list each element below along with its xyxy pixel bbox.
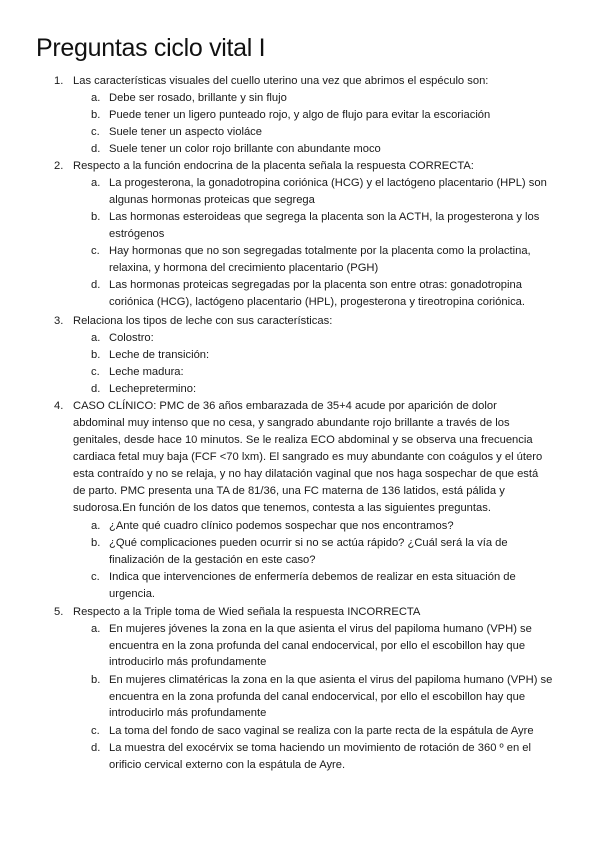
question-number: 5. <box>54 606 64 618</box>
option-text: La progesterona, la gonadotropina coriónica (HCG) y el lactógeno placentario (HPL) son algunas hormonas proteicas que segrega <box>109 177 547 206</box>
option-letter: c. <box>91 366 100 378</box>
option-letter: c. <box>91 725 100 737</box>
option-text: Hay hormonas que no son segregadas totalmente por la placenta como la prolactina, relaxina, y hormona del crecimiento placentario (PGH) <box>109 245 531 274</box>
option-letter: d. <box>91 742 101 754</box>
option-text: La toma del fondo de saco vaginal se realiza con la parte recta de la espátula de Ayre <box>109 725 534 737</box>
question-number: 2. <box>54 160 64 172</box>
option-letter: b. <box>91 537 101 549</box>
option-text: Lechepretermino: <box>109 383 197 395</box>
option-text: La muestra del exocérvix se toma haciendo un movimiento de rotación de 360 º en el orificio cervical externo con la espátula de Ayre. <box>109 742 531 771</box>
option-text: Las hormonas proteicas segregadas por la placenta son entre otras: gonadotropina coriónica (HCG), lactógeno placentario (HPL), progesterona y tireotropina coriónica. <box>109 279 526 308</box>
option-letter: d. <box>91 383 101 395</box>
question-text-line: de parto. PMC presenta una TA de 81/36, una FC materna de 136 latidos, está pálida y <box>73 485 505 497</box>
option-letter: b. <box>91 674 101 686</box>
option-text: ¿Ante qué cuadro clínico podemos sospechar que nos encontramos? <box>109 520 454 532</box>
option-letter: a. <box>91 520 101 532</box>
option-text: En mujeres jóvenes la zona en la que asienta el virus del papiloma humano (VPH) se encuentra en la zona profunda del canal endocervical, por ello el escobillon hay que introducirlo más profundamente <box>109 623 532 669</box>
question-number: 4. <box>54 400 64 412</box>
question-text: Las características visuales del cuello uterino una vez que abrimos el espéculo son: <box>73 75 489 87</box>
page-title: Preguntas ciclo vital I <box>36 34 266 62</box>
option-text: Suele tener un color rojo brillante con abundante moco <box>109 143 381 155</box>
option-letter: b. <box>91 349 101 361</box>
option-text: Suele tener un aspecto violáce <box>109 126 262 138</box>
option-letter: d. <box>91 143 101 155</box>
option-text: En mujeres climatéricas la zona en la que asienta el virus del papiloma humano (VPH) se encuentra en la zona profunda del canal endocervical, por ello el escobillon hay que introducirlo más profundamente <box>109 674 553 720</box>
option-text: ¿Qué complicaciones pueden ocurrir si no se actúa rápido? ¿Cuál será la vía de finalización de la gestación en este caso? <box>109 537 508 566</box>
question-text-line: cardiaca fetal muy baja (FCF <70 lxm). El sangrado es muy abundante con coágulos y el útero <box>73 451 543 463</box>
option-letter: d. <box>91 279 101 291</box>
question-text: Relaciona los tipos de leche con sus características: <box>73 315 333 327</box>
option-letter: b. <box>91 109 101 121</box>
option-letter: c. <box>91 571 100 583</box>
option-letter: a. <box>91 92 101 104</box>
option-letter: a. <box>91 332 101 344</box>
question-text: Respecto a la Triple toma de Wied señala la respuesta INCORRECTA <box>73 606 421 618</box>
question-number: 1. <box>54 75 64 87</box>
question-text-line: sudorosa.En función de los datos que tenemos, contesta a las siguientes preguntas. <box>73 502 491 514</box>
option-letter: b. <box>91 211 101 223</box>
option-text: Debe ser rosado, brillante y sin flujo <box>109 92 287 104</box>
question-text-line: CASO CLÍNICO: PMC de 36 años embarazada de 35+4 acude por aparición de dolor <box>73 400 497 412</box>
option-letter: a. <box>91 623 101 635</box>
option-text: Leche de transición: <box>109 349 210 361</box>
question-text-line: esta contraído y no se relaja, y no hay dilatación vaginal que nos haga sospechar de que está <box>73 468 539 480</box>
option-text: Puede tener un ligero punteado rojo, y algo de flujo para evitar la escoriación <box>109 109 491 121</box>
option-text: Leche madura: <box>109 366 184 378</box>
option-text: Las hormonas esteroideas que segrega la placenta son la ACTH, la progesterona y los estrógenos <box>109 211 540 240</box>
question-text-line: abdominal muy intenso que no cesa, y sangrado abundante rojo brillante a través de los <box>73 417 510 429</box>
option-text: Colostro: <box>109 332 154 344</box>
option-letter: c. <box>91 245 100 257</box>
option-letter: c. <box>91 126 100 138</box>
option-letter: a. <box>91 177 101 189</box>
question-text: Respecto a la función endocrina de la placenta señala la respuesta CORRECTA: <box>73 160 474 172</box>
option-text: Indica que intervenciones de enfermería debemos de realizar en esta situación de urgencia. <box>109 571 516 600</box>
question-text-line: genitales, desde hace 10 minutos. Se le realiza ECO abdominal y se observa una frecuencia <box>73 434 533 446</box>
question-number: 3. <box>54 315 64 327</box>
